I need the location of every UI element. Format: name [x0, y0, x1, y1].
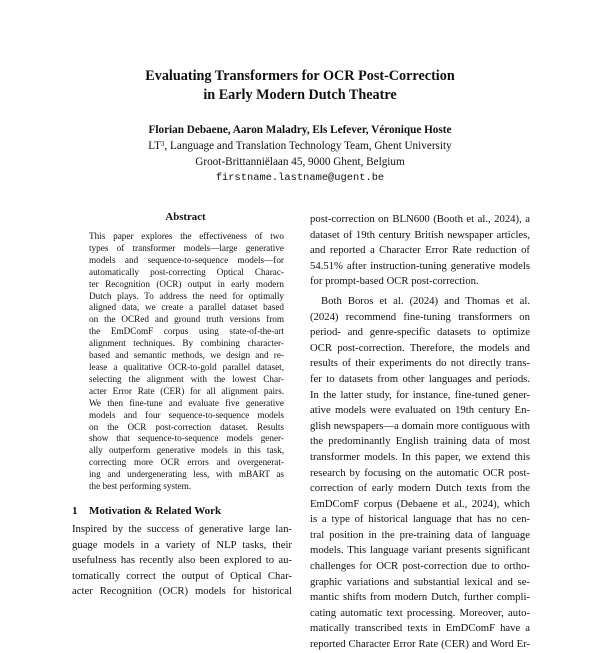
abstract-body [89, 231, 284, 493]
paragraph [310, 212, 530, 290]
text-line: dataset of 19th century British newspaper articles, [310, 228, 530, 241]
text-line: This paper explores the effectiveness of two [89, 231, 284, 241]
paragraph [310, 294, 530, 653]
text-line: aligned data, we create a parallel dataset based [89, 302, 284, 313]
text-line: acter Recognition (OCR) models for historical [72, 585, 292, 598]
text-line: is a type of historical language that has no cen- [310, 513, 530, 526]
text-line: acter Error Rate (CER) for all alignment pairs. [89, 385, 284, 396]
text-line: correcting more OCR errors and overgenerat- [89, 457, 284, 468]
paper-title [0, 67, 600, 105]
text-line: glish newspapers—a domain more contiguous with [310, 419, 530, 432]
title-line: in Early Modern Dutch Theatre [203, 87, 397, 103]
text-line: the EmDComF corpus using state-of-the-art [89, 326, 284, 337]
text-line: correction of early modern Dutch texts from the [310, 482, 530, 495]
text-line: mantic shifts from modern Dutch, further compli- [310, 591, 530, 604]
text-line: OCR post-correction. Therefore, the models and [310, 341, 530, 354]
author-names: Florian Debaene, Aaron Maladry, Els Lefever, Véronique Hoste [148, 124, 452, 136]
text-line: models and four sequence-to-sequence models [89, 409, 284, 420]
text-line: 54.51% after instruction-tuning generative models [310, 259, 530, 272]
text-line: period- and genre-specific datasets to optimize [310, 326, 530, 339]
text-line: We then fine-tune and evaluate five generative [89, 397, 284, 408]
text-line: ter Recognition (OCR) output in early modern [89, 278, 284, 289]
text-line: usefulness has recently also been explored to au- [72, 554, 292, 567]
affiliation-text: , Language and Translation Technology Team, Ghent University [164, 140, 452, 152]
text-line: fer to datasets from other languages and periods. [310, 372, 530, 385]
text-line: and reported a Character Error Rate reduction of [310, 244, 530, 257]
address: Groot-Brittanniëlaan 45, 9000 Ghent, Belgium [195, 156, 405, 168]
text-line: lease a qualitative OCR-to-gold parallel dataset, [89, 361, 284, 372]
text-line: cating automatic text processing. Moreover, auto- [310, 606, 530, 619]
section-number: 1 [72, 505, 78, 517]
text-line: transformer models. In this paper, we extend this [310, 450, 530, 463]
text-line: Dutch plays. To address the need for optimally [89, 290, 284, 301]
affiliation [0, 138, 600, 154]
text-line: In the latter study, for instance, fine-tuned gener- [310, 388, 530, 401]
text-line: graphic variations and substantial lexical and se- [310, 575, 530, 588]
text-line: challenges for OCR post-correction due to ortho- [310, 560, 530, 573]
section-body [72, 522, 292, 600]
email: firstname.lastname@ugent.be [215, 172, 385, 184]
abstract-heading: Abstract [165, 211, 206, 223]
text-line: the predominantly English training data of most [310, 435, 530, 448]
text-line: results of their experiments do not directly trans- [310, 357, 530, 370]
section-heading [72, 504, 221, 518]
text-line: show that sequence-to-sequence models gener- [89, 433, 284, 444]
text-line: the best performing system. [89, 481, 192, 492]
text-line: EmDComF corpus (Debaene et al., 2024), which [310, 497, 530, 510]
section-title: Motivation & Related Work [89, 505, 222, 517]
text-line: ally outperform generative models in this task, [89, 445, 284, 456]
author-block [0, 122, 600, 186]
text-line: tomatically correct the output of Optical Char- [72, 569, 292, 582]
text-line: matically transcribed texts in EmDComF have a [310, 622, 530, 635]
text-line: models and sequence-to-sequence models—for [89, 254, 284, 265]
text-line: reported Character Error Rate (CER) and Word Er- [310, 638, 530, 651]
text-line: Both Boros et al. (2024) and Thomas et al. [321, 294, 530, 307]
affiliation-prefix: LT [148, 140, 161, 152]
text-line: research by focusing on the automatic OCR post- [310, 466, 530, 479]
text-line: automatically post-correcting Optical Charac- [89, 266, 284, 277]
text-line: for prompt-based OCR post-correction. [310, 275, 479, 288]
text-line: ing and undergenerating less, with mBART as [89, 469, 284, 480]
text-line: models. This language variant presents significant [310, 544, 530, 557]
text-line: selecting the alignment with the lowest Char- [89, 373, 284, 384]
text-line: guage models in a variety of NLP tasks, their [72, 538, 292, 551]
affiliation-mark: 3 [160, 140, 165, 148]
text-line: ative models were evaluated on 19th century En- [310, 404, 530, 417]
right-column [310, 212, 530, 653]
text-line: tral position in the pre-training data of language [310, 528, 530, 541]
text-line: (2024) recommend fine-tuning transformers on [310, 310, 530, 323]
text-line: on the OCRed and ground truth versions from [89, 314, 284, 325]
text-line: Inspired by the success of generative large lan- [72, 523, 292, 535]
text-line: alignment techniques. By combining character- [89, 338, 284, 349]
title-line: Evaluating Transformers for OCR Post-Correction [145, 68, 455, 84]
text-line: based and semantic methods, we design and re- [89, 350, 284, 361]
text-line: on the OCR post-correction dataset. Results [89, 421, 284, 432]
text-line: types of transformer models—large generative [89, 242, 284, 253]
text-line: post-correction on BLN600 (Booth et al., 2024), a [310, 213, 530, 225]
